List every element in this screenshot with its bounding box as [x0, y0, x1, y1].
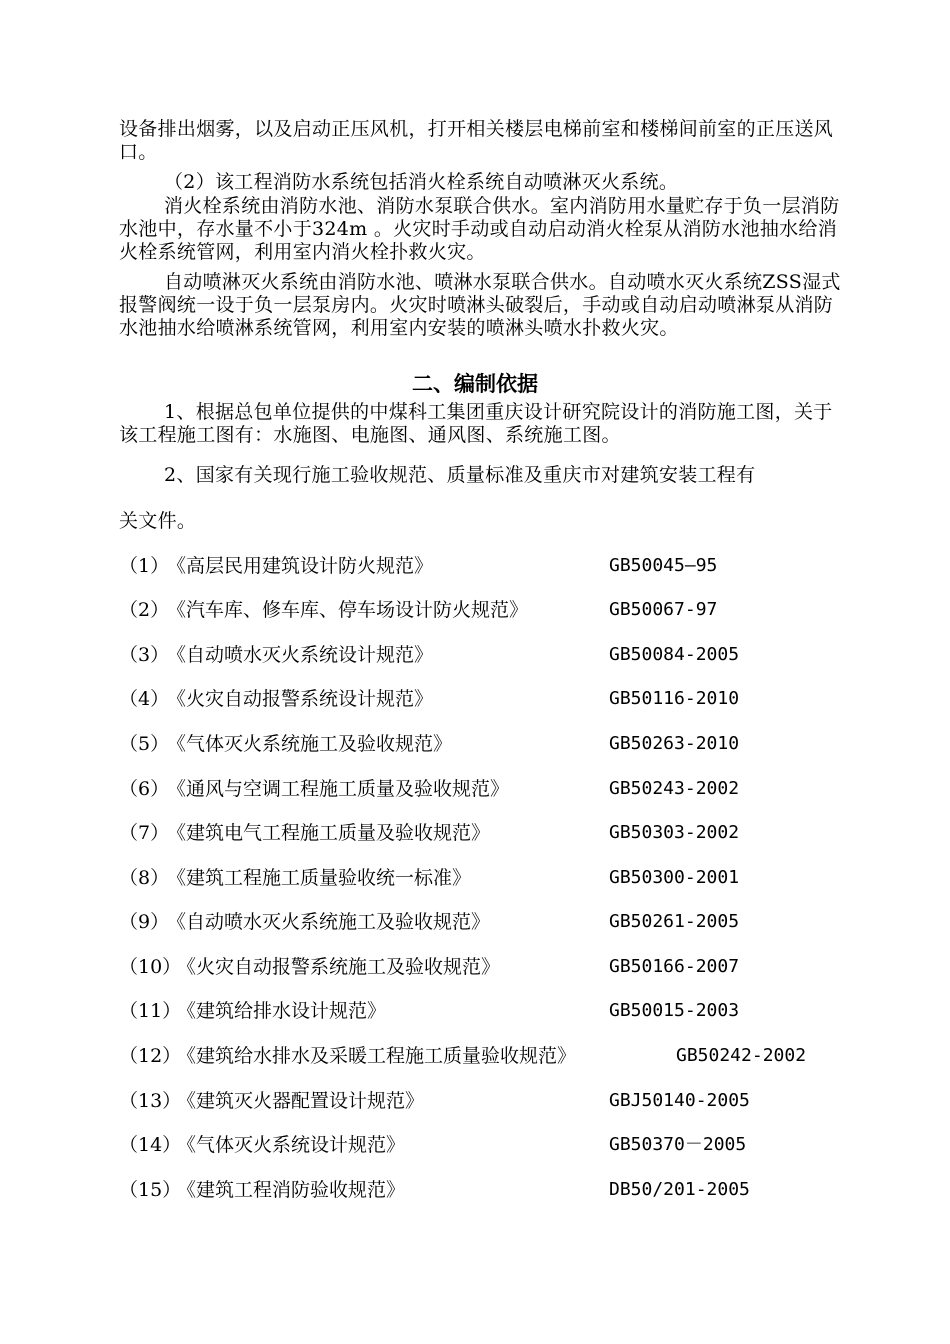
standard-row — [119, 552, 879, 580]
standard-number: （4） — [119, 688, 170, 710]
standard-title: 《气体灭火系统施工及验收规范》 — [167, 733, 453, 755]
standard-number: （5） — [119, 733, 170, 755]
paragraph-sprinkler-system: 自动喷淋灭火系统由消防水池、喷淋水泵联合供水。自动喷水灭火系统ZSS湿式报警阀统一设于负一层泵房内。火灾时喷淋头破裂后，手动或自动启动喷淋泵从消防水池抽水给喷淋系统管网，利用室内安装的喷淋头喷水扑救火灾。 — [119, 271, 841, 339]
standard-code: GB50242-2002 — [676, 1045, 807, 1066]
basis-item-2-line-1: 2、国家有关现行施工验收规范、质量标准及重庆市对建筑安装工程有 — [164, 464, 756, 486]
standard-code: DB50/201-2005 — [609, 1179, 750, 1200]
standard-code: GB50166-2007 — [609, 956, 740, 977]
standard-row — [119, 775, 879, 803]
standard-number: （2） — [119, 599, 170, 621]
standard-number: （12） — [119, 1045, 182, 1067]
paragraph-water-system: （2）该工程消防水系统包括消火栓系统自动喷淋灭火系统。 — [164, 171, 679, 193]
standard-title: 《火灾自动报警系统施工及验收规范》 — [177, 956, 501, 978]
standard-title: 《自动喷水灭火系统施工及验收规范》 — [167, 911, 491, 933]
standard-title: 《建筑给排水设计规范》 — [177, 1000, 387, 1022]
standard-title: 《自动喷水灭火系统设计规范》 — [167, 644, 434, 666]
standard-row — [119, 864, 879, 892]
standard-title: 《高层民用建筑设计防火规范》 — [167, 555, 434, 577]
standard-code: GB50370－2005 — [609, 1134, 747, 1155]
standard-number: （10） — [119, 956, 182, 978]
standard-code: GB50243-2002 — [609, 778, 740, 799]
standard-row — [119, 908, 879, 936]
standard-row — [119, 596, 879, 624]
standard-code: GB50303-2002 — [609, 822, 740, 843]
standard-title: 《建筑给水排水及采暖工程施工质量验收规范》 — [177, 1045, 577, 1067]
standard-title: 《汽车库、修车库、停车场设计防火规范》 — [167, 599, 529, 621]
standard-title: 《火灾自动报警系统设计规范》 — [167, 688, 434, 710]
standard-row — [119, 997, 879, 1025]
standard-row — [119, 1042, 879, 1070]
basis-item-1: 1、根据总包单位提供的中煤科工集团重庆设计研究院设计的消防施工图，关于该工程施工图有：水施图、电施图、通风图、系统施工图。 — [119, 401, 833, 446]
standard-title: 《建筑工程施工质量验收统一标准》 — [167, 867, 472, 889]
standard-code: GB50067-97 — [609, 599, 718, 620]
standard-title: 《建筑电气工程施工质量及验收规范》 — [167, 822, 491, 844]
standard-number: （13） — [119, 1090, 182, 1112]
standard-number: （1） — [119, 555, 170, 577]
standard-number: （11） — [119, 1000, 182, 1022]
standard-code: GB50045—95 — [609, 555, 718, 576]
standard-row — [119, 1131, 879, 1159]
standard-code: GB50261-2005 — [609, 911, 740, 932]
standard-row — [119, 1176, 879, 1204]
standard-code: GB50263-2010 — [609, 733, 740, 754]
standard-number: （3） — [119, 644, 170, 666]
paragraph-hydrant-system: 消火栓系统由消防水池、消防水泵联合供水。室内消防用水量贮存于负一层消防水池中，存水量不小于324m 。火灾时手动或自动启动消火栓泵从消防水池抽水给消火栓系统管网，利用室内消火栓扑救火灾。 — [119, 195, 840, 263]
standard-title: 《通风与空调工程施工质量及验收规范》 — [167, 778, 510, 800]
standard-code: GBJ50140-2005 — [609, 1090, 750, 1111]
standard-number: （15） — [119, 1179, 182, 1201]
basis-item-2-line-2: 关文件。 — [119, 510, 197, 532]
standard-title: 《建筑灭火器配置设计规范》 — [177, 1090, 425, 1112]
standard-row — [119, 685, 879, 713]
standard-number: （8） — [119, 867, 170, 889]
standard-row — [119, 641, 879, 669]
standard-number: （7） — [119, 822, 170, 844]
standard-code: GB50300-2001 — [609, 867, 740, 888]
section-heading: 二、编制依据 — [412, 371, 538, 396]
standard-number: （14） — [119, 1134, 182, 1156]
standard-row — [119, 819, 879, 847]
standard-row — [119, 953, 879, 981]
standard-title: 《建筑工程消防验收规范》 — [177, 1179, 406, 1201]
standard-code: GB50015-2003 — [609, 1000, 740, 1021]
standard-title: 《气体灭火系统设计规范》 — [177, 1134, 406, 1156]
standard-row — [119, 730, 879, 758]
standard-number: （6） — [119, 778, 170, 800]
standard-code: GB50116-2010 — [609, 688, 740, 709]
standard-code: GB50084-2005 — [609, 644, 740, 665]
standard-row — [119, 1087, 879, 1115]
paragraph-smoke-exhaust: 设备排出烟雾，以及启动正压风机，打开相关楼层电梯前室和楼梯间前室的正压送风口。 — [119, 118, 834, 163]
standard-number: （9） — [119, 911, 170, 933]
